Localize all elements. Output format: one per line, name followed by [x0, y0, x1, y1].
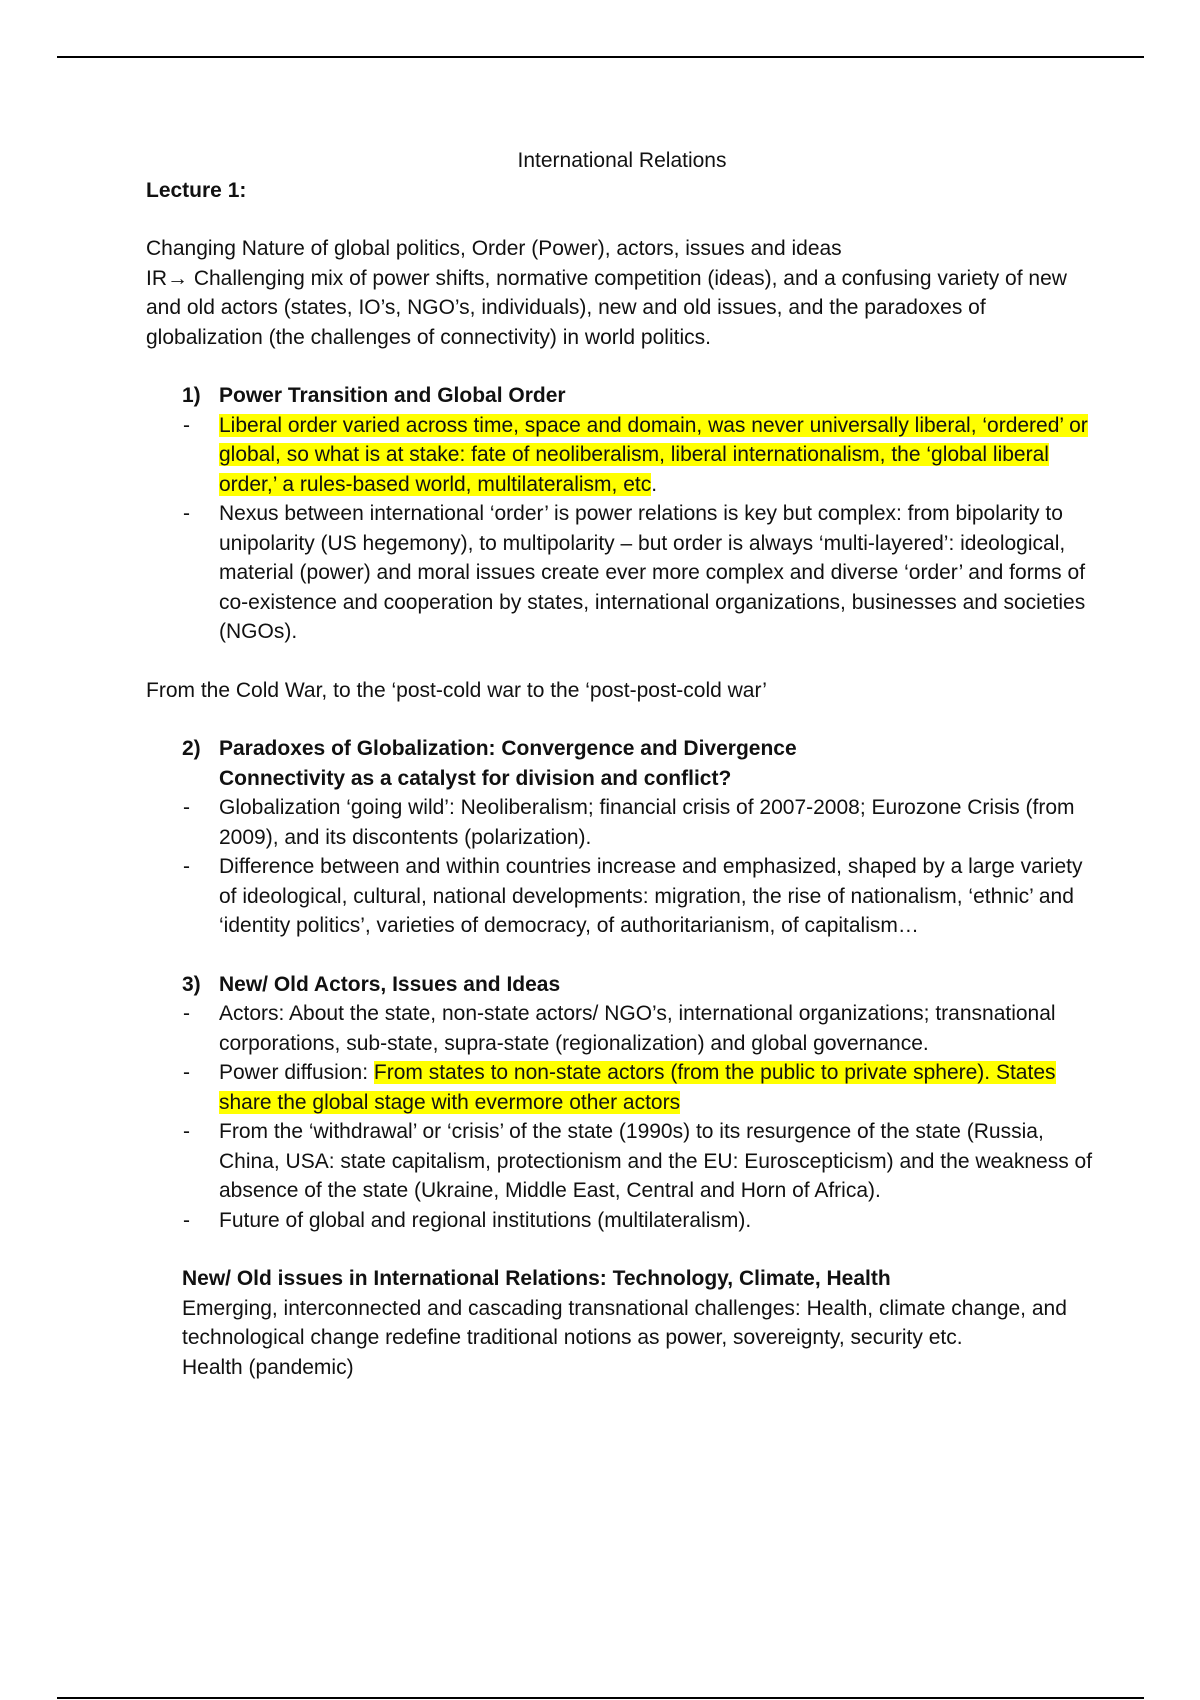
header-rule — [57, 56, 1144, 58]
document-body — [146, 146, 1098, 1382]
lecture-heading: Lecture 1: — [146, 178, 247, 202]
section-2-heading — [182, 734, 1098, 764]
list-item — [182, 499, 1098, 647]
bullet-dash: - — [183, 502, 190, 525]
intro-block — [146, 234, 1098, 352]
section-2 — [146, 734, 1098, 941]
new-issues-block — [146, 1264, 1098, 1382]
section-2-bullets — [182, 793, 1098, 941]
bullet-dash: - — [183, 1120, 190, 1143]
bullet-lead: Power diffusion: — [219, 1061, 374, 1084]
cold-war-line: From the Cold War, to the ‘post-cold war to the ‘post-post-cold war’ — [146, 678, 767, 702]
intro-line-2: IR→ Challenging mix of power shifts, normative competition (ideas), and a confusing variety of new and old actors (states, IO’s, NGO’s, individuals), new and old issues, and the paradoxes of globalization (the challenges of connectivity) in world politics. — [146, 266, 1067, 349]
bullet-dash: - — [183, 1208, 190, 1232]
section-1-title: Power Transition and Global Order — [219, 384, 566, 407]
section-2-subtitle: Connectivity as a catalyst for division and conflict? — [219, 766, 732, 790]
bullet-text: Difference between and within countries increase and emphasized, shaped by a large variety of ideological, cultural, national developments: migration, the rise of nationalism, ‘ethnic’ and ‘identity politics’, varieties of democracy, of authoritarianism, of capitalism… — [219, 855, 1083, 937]
highlighted-text: From states to non-state actors (from the public to private sphere). States share the global stage with evermore other actors — [219, 1061, 1056, 1114]
section-1-number: 1) — [182, 384, 201, 407]
new-issues-text: Emerging, interconnected and cascading transnational challenges: Health, climate change, and technological change redefine traditional notions as power, sovereignty, security etc. — [182, 1296, 1067, 1349]
bullet-tail: . — [651, 472, 658, 496]
section-3-bullets — [182, 999, 1098, 1235]
highlighted-text: Liberal order varied across time, space and domain, was never universally liberal, ‘ordered’ or global, so what is at stake: fate of neoliberalism, liberal internationalism, the ‘global liberal order,’ a rules-based world, multilateralism, etc — [219, 413, 1088, 496]
section-3 — [146, 970, 1098, 1236]
section-2-subheading — [182, 764, 1098, 794]
bullet-dash: - — [183, 1002, 190, 1025]
section-3-title: New/ Old Actors, Issues and Ideas — [219, 972, 561, 996]
list-item — [182, 1117, 1098, 1206]
list-item — [182, 1206, 1098, 1236]
list-item — [182, 1058, 1098, 1117]
intro-line-1: Changing Nature of global politics, Order (Power), actors, issues and ideas — [146, 237, 842, 260]
section-3-number: 3) — [182, 972, 201, 996]
document-title: International Relations — [517, 149, 727, 172]
bullet-text: Future of global and regional institutions (multilateralism). — [219, 1208, 752, 1232]
section-1 — [146, 381, 1098, 647]
bullet-dash: - — [183, 796, 190, 819]
section-2-title: Paradoxes of Globalization: Convergence and Divergence — [219, 737, 797, 760]
bullet-dash: - — [183, 1061, 190, 1084]
list-item — [182, 852, 1098, 941]
health-line: Health (pandemic) — [182, 1355, 354, 1379]
section-1-heading — [182, 381, 1098, 411]
new-issues-heading: New/ Old issues in International Relations: Technology, Climate, Health — [182, 1267, 891, 1290]
list-item — [182, 411, 1098, 500]
bullet-dash: - — [183, 855, 190, 878]
bullet-text: Nexus between international ‘order’ is power relations is key but complex: from bipolarity to unipolarity (US hegemony), to multipolarity – but order is always ‘multi-layered’: ideological, material (power) and moral issues create ever more complex and diverse ‘order’ and forms of co-existence and cooperation by states, international organizations, businesses and societies (NGOs). — [219, 502, 1086, 643]
bullet-text: Actors: About the state, non-state actors/ NGO’s, international organizations; transnational corporations, sub-state, supra-state (regionalization) and global governance. — [219, 1002, 1056, 1055]
bullet-text: Globalization ‘going wild’: Neoliberalism; financial crisis of 2007-2008; Eurozone Crisis (from 2009), and its discontents (polarization). — [219, 796, 1075, 849]
section-3-heading — [182, 970, 1098, 1000]
bullet-text: From the ‘withdrawal’ or ‘crisis’ of the state (1990s) to its resurgence of the state (Russia, China, USA: state capitalism, protectionism and the EU: Euroscepticism) and the weakness of absence of the state (Ukraine, Middle East, Central and Horn of Africa). — [219, 1120, 1093, 1202]
section-2-number: 2) — [182, 737, 201, 760]
list-item — [182, 793, 1098, 852]
list-item — [182, 999, 1098, 1058]
bullet-dash: - — [183, 413, 190, 437]
footer-rule — [57, 1697, 1144, 1699]
section-1-bullets — [182, 411, 1098, 647]
